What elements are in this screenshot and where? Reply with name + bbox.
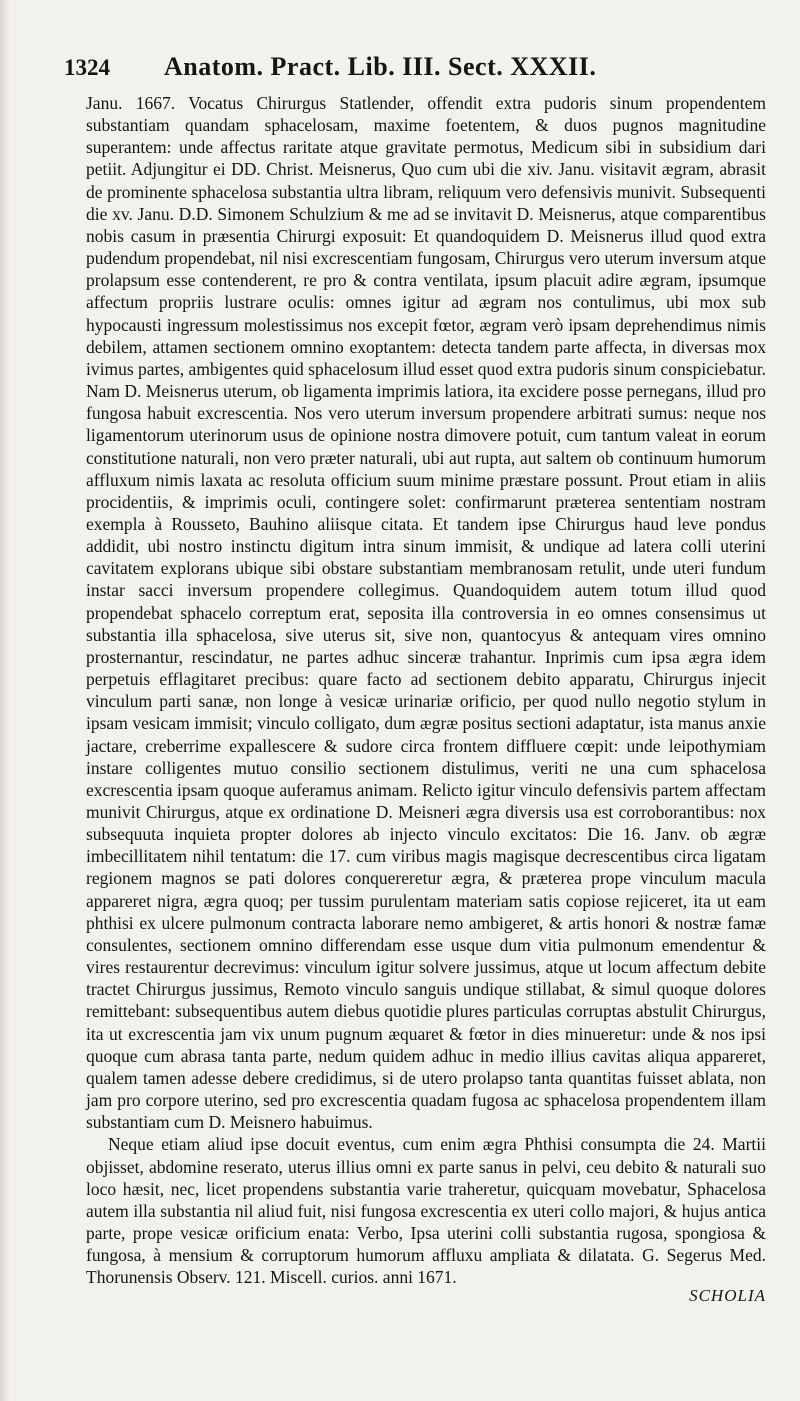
paragraph-observation: Janu. 1667. Vocatus Chirurgus Statlender, offendit extra pudoris sinum propendentem substantiam quandam sphacelosam, maxime foetentem, & duos pugnos magnitudine superantem: unde affectus raritate atque gravitate permotus, Medicum sibi in subsidium dari petiit. Adjungitur ei DD. Christ. Meisnerus, Quo cum ubi die xiv. Janu. visitavit ægram, abrasit de prominente sphacelosa substantia ultra libram, reliquum vero defensivis munivit. Subsequenti die xv. Janu. D.D. Simonem Schulzium & me ad se invitavit D. Meisnerus, atque comparentibus nobis casum in præsentia Chirurgi exposuit: Et quandoquidem D. Meisnerus illud quod extra pudendum propendebat, nil nisi excrescentiam fungosam, Chirurgus vero uterum inversum atque prolapsum esse contenderent, re pro & contra ventilata, ipsum placuit adire ægram, ipsumque affectum propriis lustrare oculis: omnes igitur ad ægram nos contulimus, ubi mox sub hypocausti ingressum molestissimus nos excepit fœtor, ægram verò ipsam deprehendimus nimis debilem, attamen sectionem omnino exoptantem: detecta tandem parte affecta, in diversas mox ivimus partes, ambigentes quid sphacelosum illud esset quod extra pudoris sinum conspiciebatur. Nam D. Meisnerus uterum, ob ligamenta imprimis latiora, ita excidere posse pernegans, illud pro fungosa habuit excrescentia. Nos vero uterum inversum propendere arbitrati sumus: neque nos ligamentorum uterinorum usus de opinione nostra dimovere potuit, cum tantum valeat in eorum constitutione naturali, non vero præter naturali, ubi aut rupta, aut saltem ob continuum humorum affluxum nimis laxata ac resoluta officium suum minime præstare possunt. Prout etiam in aliis procidentiis, & imprimis oculi, contingere solet: confirmarunt præterea sententiam nostram exempla à Rousseto, Bauhino aliisque citata. Et tandem ipse Chirurgus haud leve pondus addidit, ubi nostro instinctu digitum intra sinum immisit, & undique ad latera colli uterini cavitatem explorans ubique sibi obstare substantiam membranosam retulit, unde uteri fundum instar sacci inversum propendere collegimus. Quandoquidem autem totum illud quod propendebat sphacelo correptum erat, seposita illa controversia in eo omnes consensimus ut substantia illa sphacelosa, sive uterus sit, sive non, quantocyus & antequam vires omnino prosternantur, rescindatur, ne partes adhuc sinceræ trahantur. Inprimis cum ipsa ægra idem perpetuis efflagitaret precibus: quare facto ad sectionem debito apparatu, Chirurgus injecit vinculum parti sanæ, non longe à vesicæ urinariæ orificio, per quod nullo negotio stylum in ipsam vesicam immisit; vinculo colligato, dum ægræ positus sectioni adaptatur, ista manus anxie jactare, creberrime expallescere & sudore circa frontem diffluere cœpit: unde leipothymiam instare colligentes mutuo consilio sectionem distulimus, veriti ne una cum sphacelosa excrescentia ipsam quoque auferamus animam. Relicto igitur vinculo defensivis partem affectam munivit Chirurgus, atque ex ordinatione D. Meisneri ægra diversis usa est corroborantibus: nox subsequuta inquieta propter dolores ab injecto vinculo excitatos: Die 16. Janv. ob ægræ imbecillitatem nihil tentatum: die 17. cum viribus magis magisque decrescentibus circa ligatam regionem magnos se pati dolores conquereretur ægra, & præterea prope vinculum macula appareret nigra, ægra quoq; per tussim purulentam materiam satis copiose rejiceret, ita ut eam phthisi ex ulcere pulmonum contracta laborare nemo ambigeret, & artis honori & nostræ famæ consulentes, sectionem omnino differendam esse usque dum vitia pulmonum emendentur & vires restaurentur decrevimus: vinculum igitur solvere jussimus, atque ut locum affectum debite tractet Chirurgus jussimus, Remoto vinculo sanguis undique stillabat, & simul quoque dolores remittebant: subsequentibus autem diebus quotidie plures particulas corruptas abstulit Chirurgus, ita ut excrescentia jam vix unum pugnum æquaret & fœtor in dies minueretur: unde & nos ipsi quoque cum abrasa tanta parte, nedum quidem adhuc in medio illius cavitas aliqua appareret, qualem tamen adesse debere credidimus, si de utero prolapso tanta quantitas fuisset ablata, non jam pro corpore uterino, sed pro excrescentia quadam fugosa ac sphacelosa propendentem illam substantiam cum D. Meisnero habuimus. (86, 93, 766, 1133)
catchword: SCHOLIA (689, 1286, 766, 1305)
page-gutter-shadow (0, 0, 10, 1401)
body-text (86, 92, 766, 1288)
page-number: 1324 (64, 55, 110, 80)
paragraph-outcome: Neque etiam aliud ipse docuit eventus, cum enim ægra Phthisi consumpta die 24. Martii objisset, abdomine reserato, uterus illius omni ex parte sanus in pelvi, ceu debito & naturali suo loco hæsit, nec, licet propendens substantia varie traheretur, quicquam movebatur, Sphacelosa autem illa substantia nil aliud fuit, nisi fungosa excrescentia ex uteri collo majori, & hujus antica parte, prope vesicæ orificium enata: Verbo, Ipsa uterini colli substantia rugosa, spongiosa & fungosa, à mensium & corruptorum humorum affluxu ampliata & dilatata. G. Segerus Med. Thorunensis Observ. 121. Miscell. curios. anni 1671. (86, 1134, 766, 1288)
running-title: Anatom. Pract. Lib. III. Sect. XXXII. (164, 52, 597, 81)
page-header (64, 52, 766, 92)
